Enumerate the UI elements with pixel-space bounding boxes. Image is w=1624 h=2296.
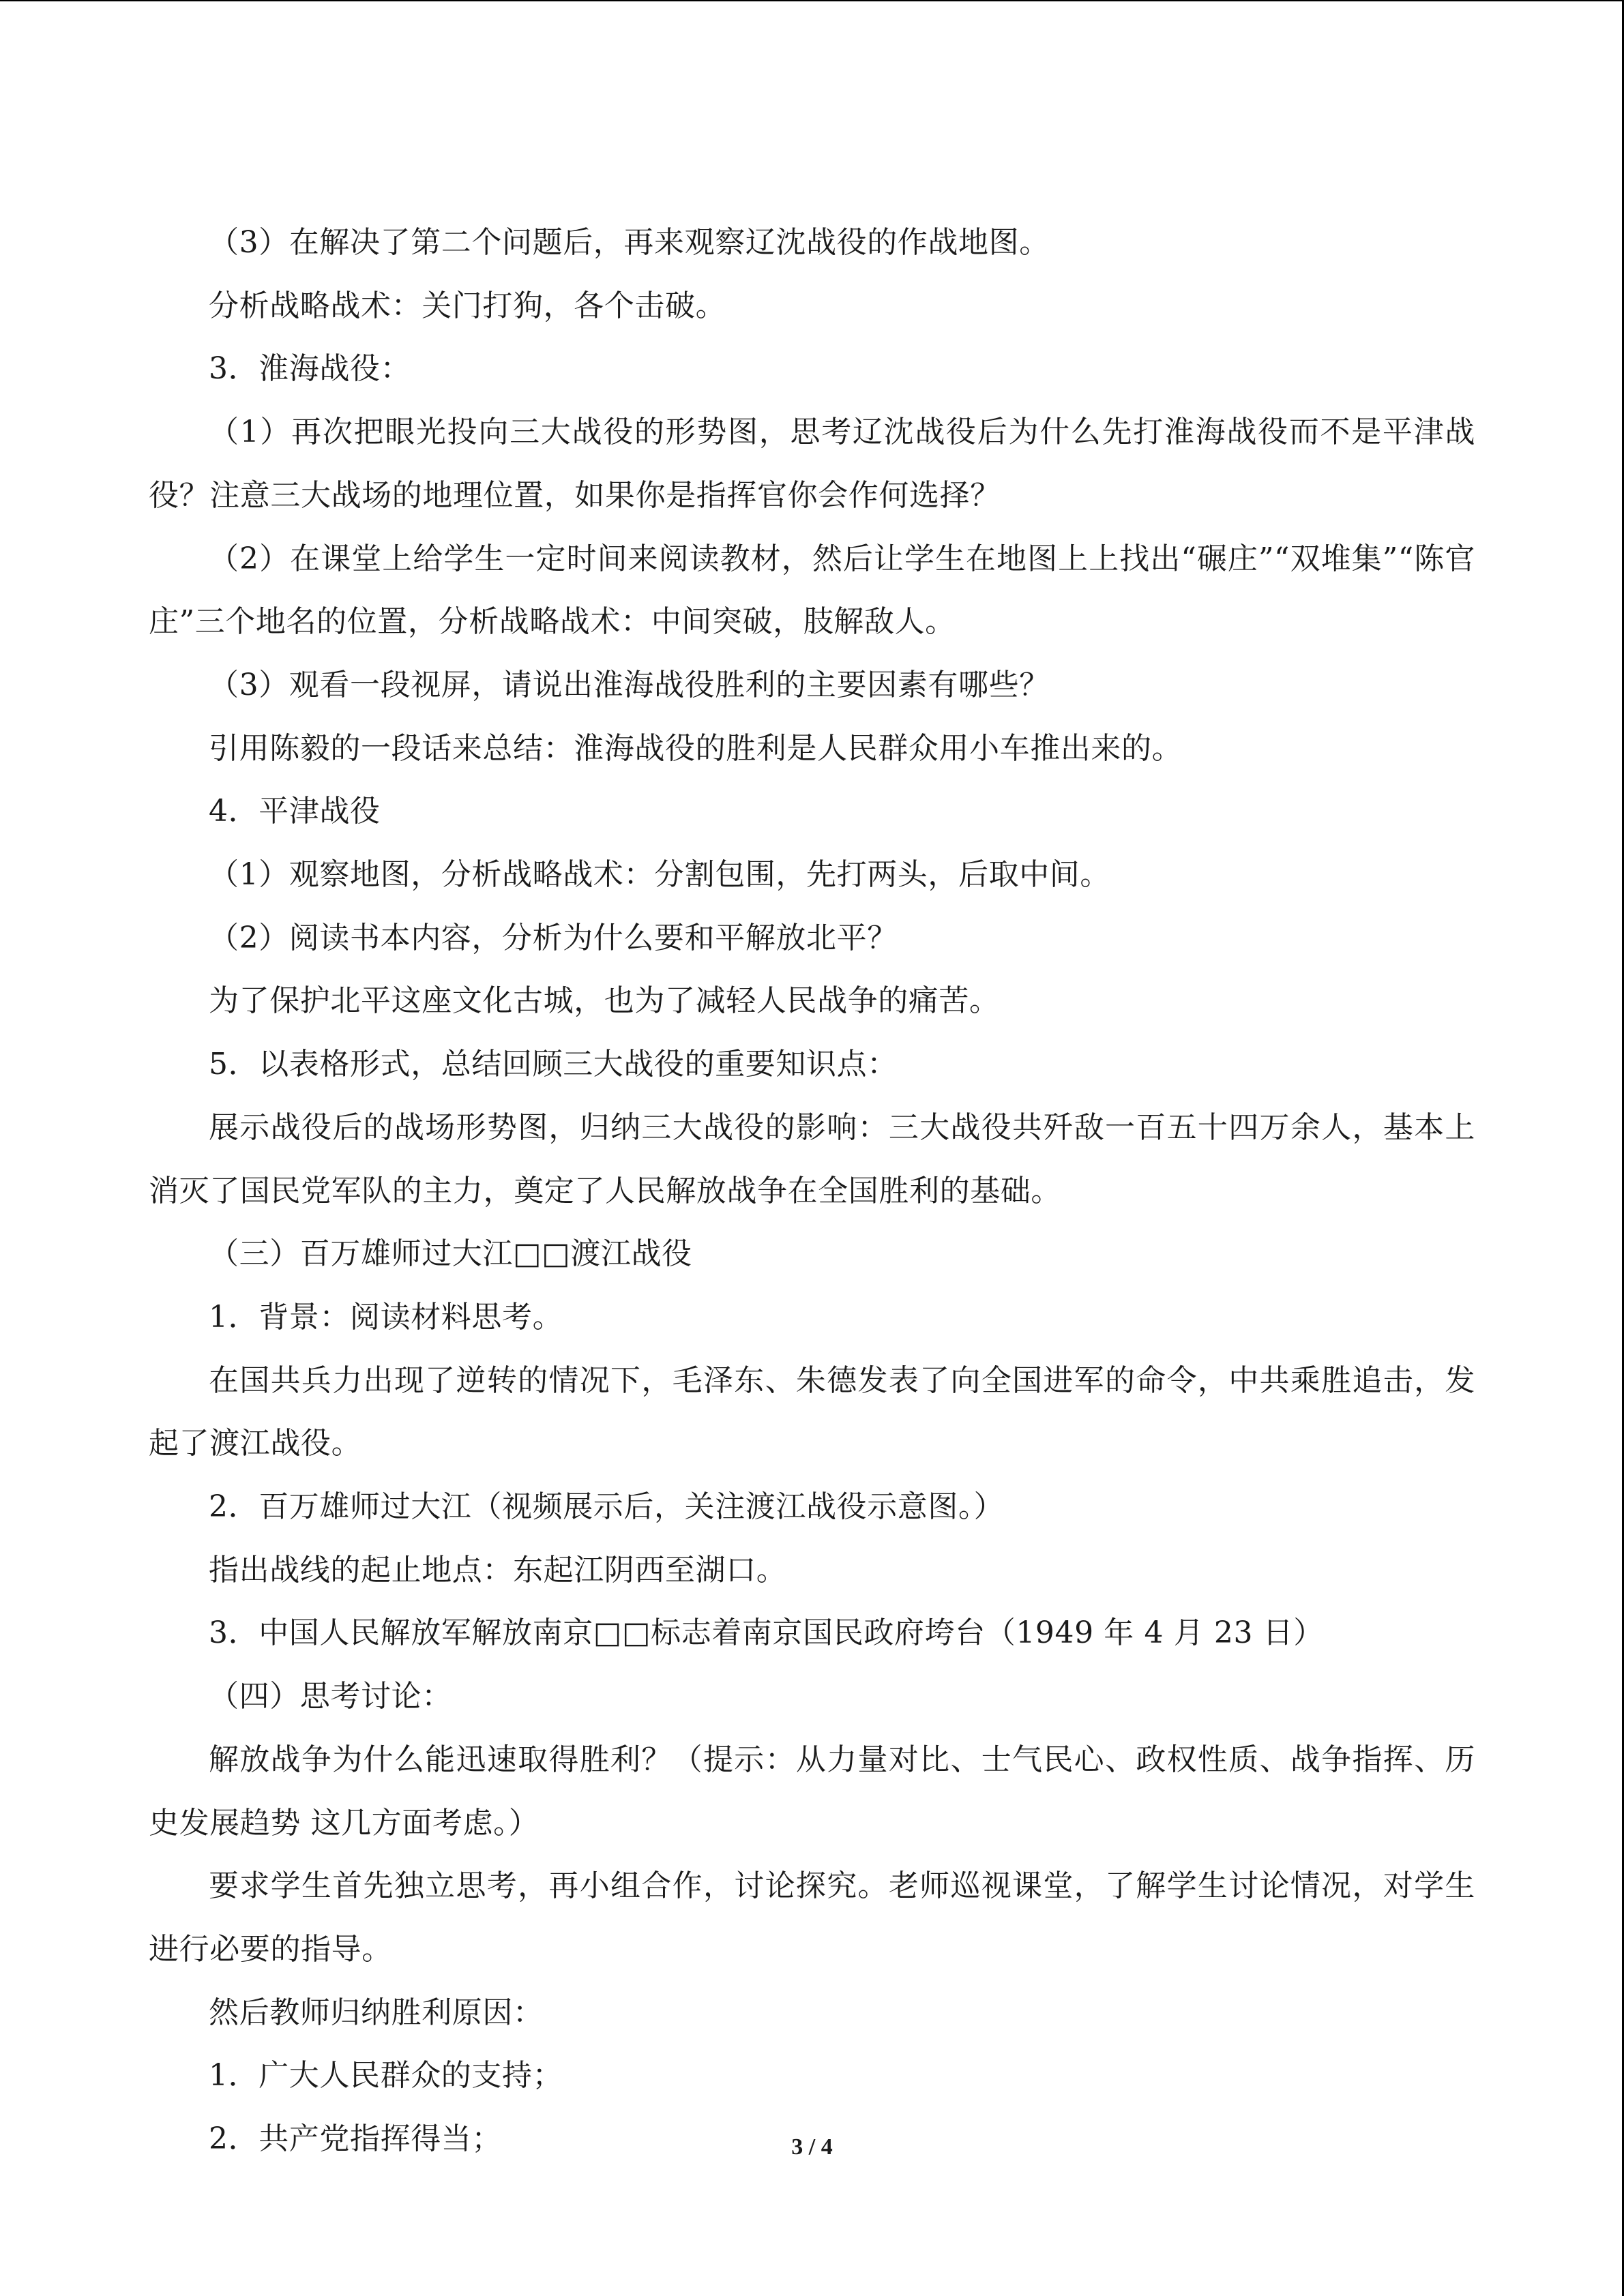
paragraph: （2）在课堂上给学生一定时间来阅读教材，然后让学生在地图上上找出“碾庄”“双堆集”“陈官庄”三个地名的位置，分析战略战术：中间突破，肢解敌人。 xyxy=(149,541,1475,640)
paragraph: 1．背景：阅读材料思考。 xyxy=(209,1299,563,1335)
paragraph: 要求学生首先独立思考，再小组合作，讨论探究。老师巡视课堂，了解学生讨论情况，对学生进行必要的指导。 xyxy=(149,1868,1475,1967)
paragraph: 解放战争为什么能迅速取得胜利？（提示：从力量对比、士气民心、政权性质、战争指挥、历史发展趋势 这几方面考虑。） xyxy=(149,1742,1475,1840)
paragraph: 5．以表格形式，总结回顾三大战役的重要知识点： xyxy=(209,1047,898,1082)
paragraph: （1）观察地图，分析战略战术：分割包围，先打两头，后取中间。 xyxy=(209,857,1110,893)
paragraph: 在国共兵力出现了逆转的情况下，毛泽东、朱德发表了向全国进军的命令，中共乘胜追击，发起了渡江战役。 xyxy=(149,1362,1475,1461)
paragraph: （2）阅读书本内容，分析为什么要和平解放北平？ xyxy=(209,920,898,955)
page-number: 3 / 4 xyxy=(791,2134,833,2160)
page-top-border xyxy=(0,0,1624,1)
list-item: 1．广大人民群众的支持； xyxy=(209,2058,563,2093)
paragraph: （1）再次把眼光投向三大战役的形势图，思考辽沈战役后为什么先打淮海战役而不是平津战役？注意三大战场的地理位置，如果你是指挥官你会作何选择？ xyxy=(149,415,1475,513)
paragraph: 3．中国人民解放军解放南京□□标志着南京国民政府垮台（1949 年 4 月 23 日） xyxy=(209,1615,1324,1651)
paragraph: 2．百万雄师过大江（视频展示后，关注渡江战役示意图。） xyxy=(209,1489,1005,1525)
paragraph: 指出战线的起止地点：东起江阴西至湖口。 xyxy=(209,1552,787,1587)
paragraph: 展示战役后的战场形势图，归纳三大战役的影响：三大战役共歼敌一百五十四万余人，基本上消灭了国民党军队的主力，奠定了人民解放战争在全国胜利的基础。 xyxy=(149,1109,1475,1208)
section-heading: （三）百万雄师过大江□□渡江战役 xyxy=(209,1236,692,1272)
paragraph: 分析战略战术：关门打狗，各个击破。 xyxy=(209,288,726,323)
paragraph: 4．平津战役 xyxy=(209,794,381,829)
paragraph: 引用陈毅的一段话来总结：淮海战役的胜利是人民群众用小车推出来的。 xyxy=(209,730,1183,766)
list-item: 2．共产党指挥得当； xyxy=(209,2121,502,2157)
section-heading: （四）思考讨论： xyxy=(209,1679,452,1714)
paragraph: 3．淮海战役： xyxy=(209,351,411,387)
paragraph: （3）在解决了第二个问题后，再来观察辽沈战役的作战地图。 xyxy=(209,225,1050,260)
document-body xyxy=(149,211,1475,2171)
paragraph: 然后教师归纳胜利原因： xyxy=(209,1995,544,2030)
paragraph: 为了保护北平这座文化古城，也为了减轻人民战争的痛苦。 xyxy=(209,983,1000,1019)
paragraph: （3）观看一段视屏，请说出淮海战役胜利的主要因素有哪些？ xyxy=(209,667,1050,702)
